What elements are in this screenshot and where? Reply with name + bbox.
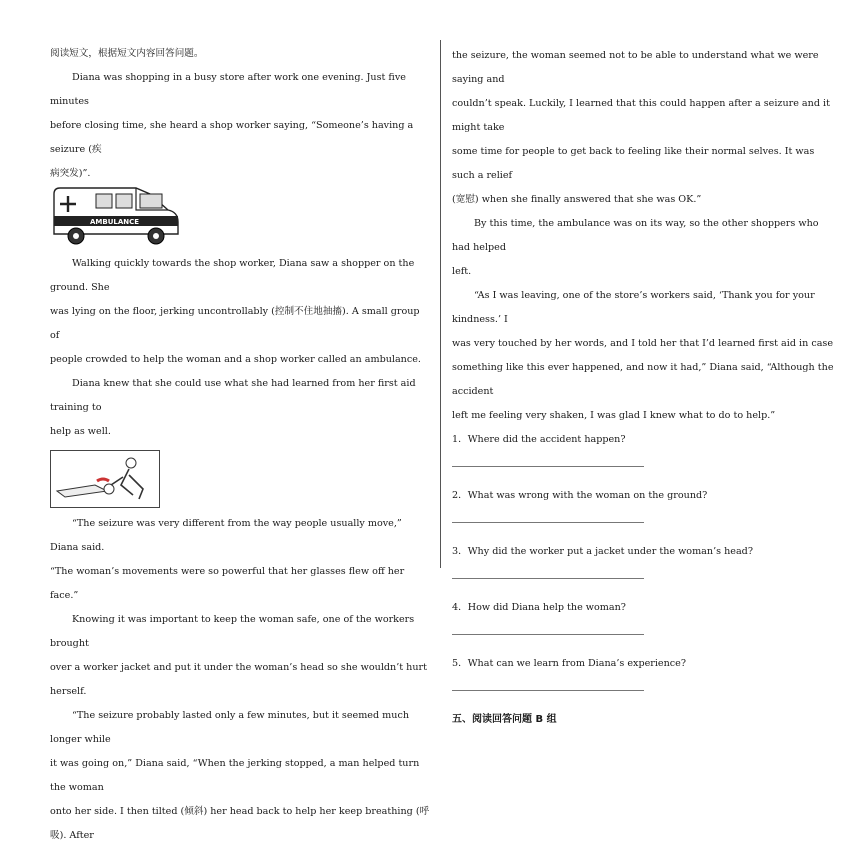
question-4: 4．How did Diana help the woman?: [452, 602, 626, 613]
question-1: 1．Where did the accident happen?: [452, 434, 626, 445]
right-column: [452, 44, 834, 732]
paragraph-line: “As I was leaving, one of the store’s workers said, ‘Thank you for your kindness.’ I: [452, 290, 815, 325]
question-3: 3．Why did the worker put a jacket under the woman’s head?: [452, 546, 753, 557]
paragraph-line: people crowded to help the woman and a shop worker called an ambulance.: [50, 354, 421, 365]
paragraph-line: By this time, the ambulance was on its way, so the other shoppers who had helped: [452, 218, 819, 253]
paragraph-line: something like this ever happened, and now it had,” Diana said, “Although the accident: [452, 362, 834, 397]
paragraph-line: it was going on,” Diana said, “When the jerking stopped, a man helped turn the woman: [50, 758, 420, 793]
question-2: 2．What was wrong with the woman on the ground?: [452, 490, 708, 501]
ambulance-label: AMBULANCE: [90, 218, 140, 226]
paragraph-line: couldn’t speak. Luckily, I learned that this could happen after a seizure and it might take: [452, 98, 830, 133]
paragraph-line: (宽慰) when she finally answered that she was OK.”: [452, 194, 702, 205]
paragraph-line: onto her side. I then tilted (倾斜) her head back to help her keep breathing (呼吸). After: [50, 806, 430, 841]
instruction: 阅读短文，根据短文内容回答问题。: [50, 48, 204, 59]
answer-line-2[interactable]: [452, 512, 644, 523]
section-title: 五、阅读回答问题 B 组: [452, 714, 557, 725]
paragraph-line: over a worker jacket and put it under the woman’s head so she wouldn’t hurt herself.: [50, 662, 427, 697]
answer-line-3[interactable]: [452, 568, 644, 579]
paragraph-line: Knowing it was important to keep the woman safe, one of the workers brought: [50, 614, 415, 649]
paragraph-line: Diana was shopping in a busy store after work one evening. Just five minutes: [50, 72, 406, 107]
paragraph-line: Diana knew that she could use what she had learned from her first aid training to: [50, 378, 416, 413]
answer-line-1[interactable]: [452, 456, 644, 467]
paragraph-line: before closing time, she heard a shop worker saying, “Someone’s having a seizure (疾: [50, 120, 414, 155]
answer-line-5[interactable]: [452, 680, 644, 691]
paragraph-line: 病突发)”.: [50, 168, 91, 179]
paragraph-line: was lying on the floor, jerking uncontrollably (控制不住地抽搐). A small group of: [50, 306, 420, 341]
paragraph-line: “The seizure probably lasted only a few minutes, but it seemed much longer while: [50, 710, 410, 745]
paragraph-line: Walking quickly towards the shop worker, Diana saw a shopper on the ground. She: [50, 258, 415, 293]
first-aid-illustration: [50, 450, 160, 508]
question-5: 5．What can we learn from Diana’s experience?: [452, 658, 686, 669]
paragraph-line: help as well.: [50, 426, 111, 437]
paragraph-line: “The woman’s movements were so powerful that her glasses flew off her face.”: [50, 566, 405, 601]
paragraph-line: “The seizure was very different from the way people usually move,” Diana said.: [50, 518, 402, 553]
paragraph-line: was very touched by her words, and I told her that I’d learned first aid in case: [452, 338, 834, 349]
paragraph-line: the seizure, the woman seemed not to be able to understand what we were saying and: [452, 50, 819, 85]
paragraph-line: some time for people to get back to feeling like their normal selves. It was such a relief: [452, 146, 815, 181]
paragraph-line: left.: [452, 266, 472, 277]
column-divider: [440, 40, 441, 568]
paragraph-line: left me feeling very shaken, I was glad I knew what to do to help.”: [452, 410, 776, 421]
ambulance-illustration: [50, 184, 182, 248]
answer-line-4[interactable]: [452, 624, 644, 635]
left-column: [50, 42, 430, 848]
